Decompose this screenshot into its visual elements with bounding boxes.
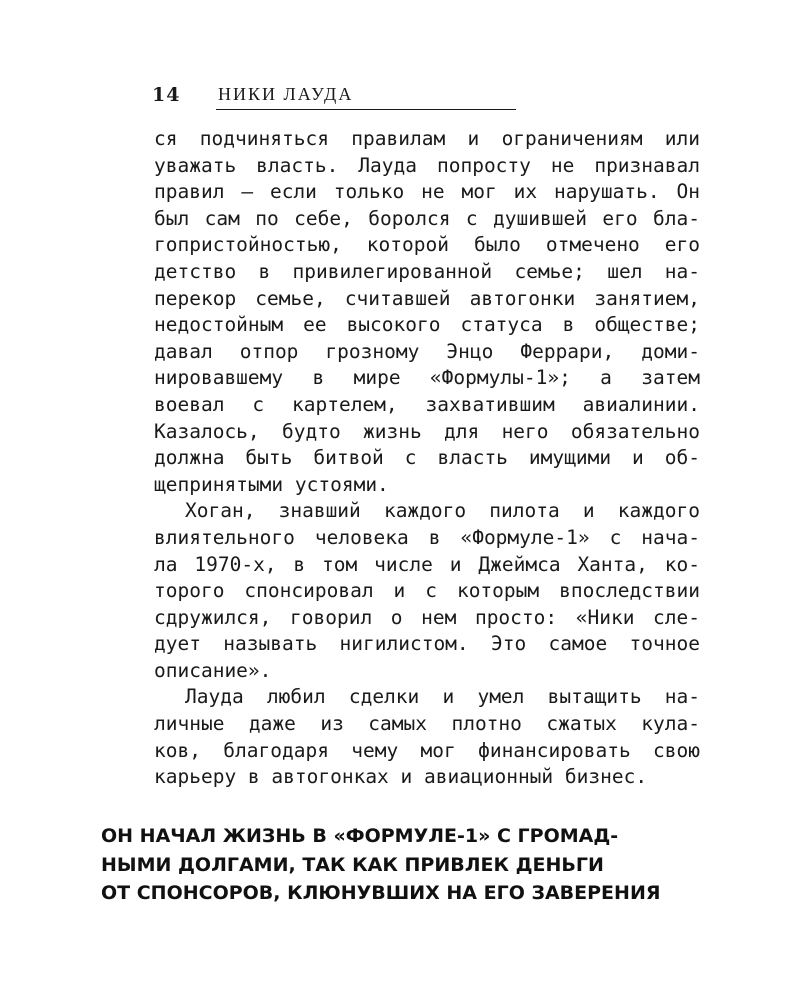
text-line: детство в привилегированной семье; шел на- bbox=[154, 259, 700, 283]
text-line: Казалось, будто жизнь для него обязательно bbox=[154, 419, 700, 443]
text-line: сдружился, говорил о нем просто: «Ники сле- bbox=[154, 605, 700, 629]
text-line: воевал с картелем, захватившим авиалинии. bbox=[154, 392, 700, 416]
text-line: гопристойностью, которой было отмечено его bbox=[154, 233, 700, 257]
text-line: уважать власть. Лауда попросту не признавал bbox=[154, 153, 700, 177]
text-line: личные даже из самых плотно сжатых кула- bbox=[154, 712, 700, 736]
pull-quote-line: ОН НАЧАЛ ЖИЗНЬ В «ФОРМУЛЕ-1» С ГРОМАД- bbox=[101, 825, 619, 847]
pull-quote-line: НЫМИ ДОЛГАМИ, ТАК КАК ПРИВЛЕК ДЕНЬГИ bbox=[101, 853, 604, 876]
text-line: должна быть битвой с власть имущими и об- bbox=[154, 446, 700, 470]
text-line: карьеру в автогонках и авиационный бизнес. bbox=[154, 765, 648, 789]
text-line: торого спонсировал и с которым впоследствии bbox=[154, 579, 700, 603]
text-line: Хоган, знавший каждого пилота и каждого bbox=[185, 499, 700, 523]
running-head bbox=[152, 80, 700, 110]
text-line: нировавшему в мире «Формулы-1»; а затем bbox=[154, 366, 700, 390]
body-text bbox=[154, 126, 700, 791]
text-line: недостойным ее высокого статуса в обществе; bbox=[154, 313, 700, 337]
page-number: 14 bbox=[152, 84, 181, 106]
text-line: давал отпор грозному Энцо Феррари, доми- bbox=[154, 339, 700, 363]
pull-quote bbox=[101, 822, 661, 908]
header-rule bbox=[216, 109, 516, 110]
text-line: правил — если только не мог их нарушать. Он bbox=[154, 180, 700, 204]
paragraph bbox=[154, 684, 700, 790]
text-line: ков, благодаря чему мог финансировать свою bbox=[154, 738, 700, 762]
text-line: Лауда любил сделки и умел вытащить на- bbox=[185, 685, 700, 709]
book-title: НИКИ ЛАУДА bbox=[218, 84, 354, 104]
text-line: перекор семье, считавшей автогонки занятием, bbox=[154, 286, 700, 310]
text-line: был сам по себе, боролся с душившей его бла- bbox=[154, 206, 700, 230]
text-line: дует называть нигилистом. Это самое точное bbox=[154, 632, 700, 656]
text-line: описание». bbox=[154, 658, 272, 682]
text-line: ся подчиняться правилам и ограничениям или bbox=[154, 127, 700, 150]
pull-quote-line: ОТ СПОНСОРОВ, КЛЮНУВШИХ НА ЕГО ЗАВЕРЕНИЯ bbox=[101, 882, 661, 904]
text-line: влиятельного человека в «Формуле-1» с нача- bbox=[154, 525, 700, 549]
text-line: щепринятыми устоями. bbox=[154, 472, 389, 496]
paragraph bbox=[154, 498, 700, 684]
text-line: ла 1970-х, в том числе и Джеймса Ханта, ко- bbox=[154, 552, 700, 576]
paragraph bbox=[154, 126, 700, 498]
